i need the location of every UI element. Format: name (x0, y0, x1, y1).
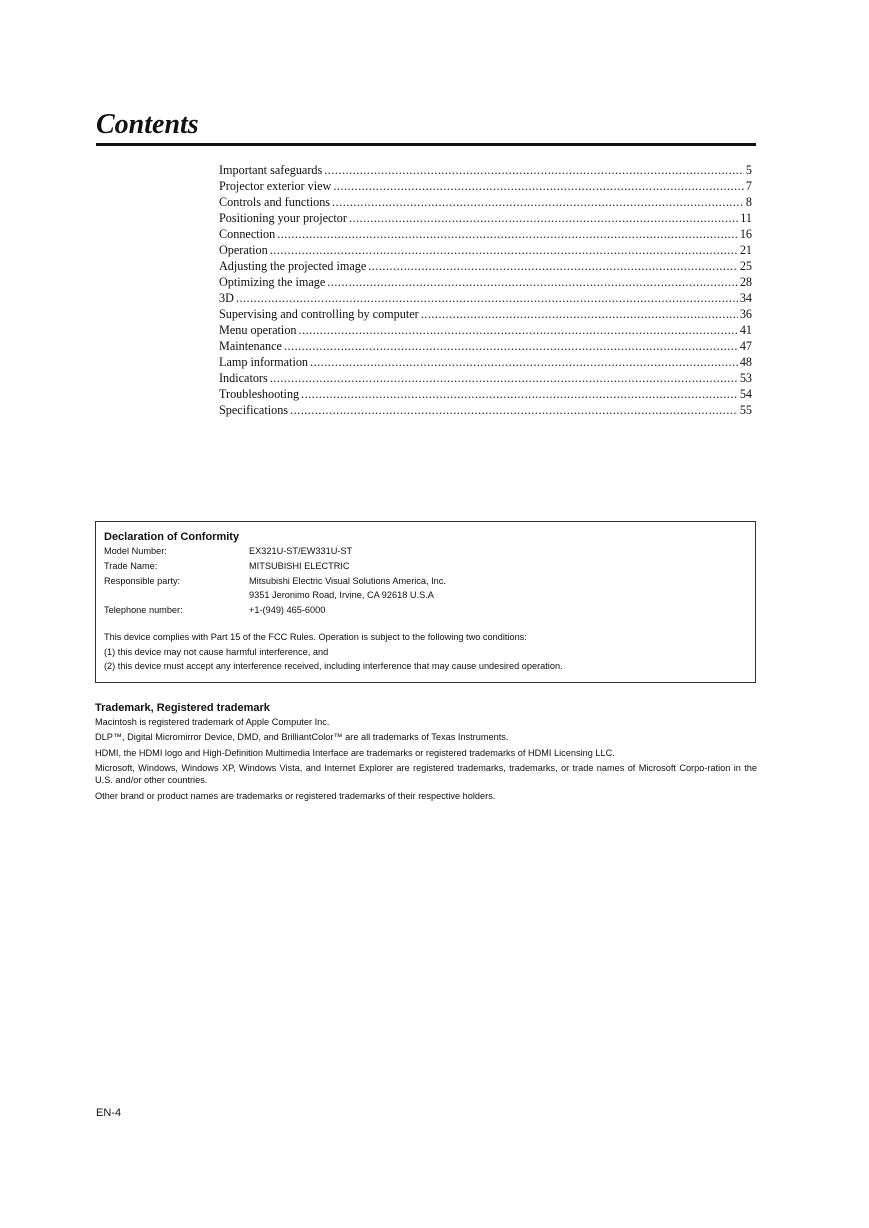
declaration-field-key: Telephone number: (104, 605, 183, 616)
toc-entry-page: 8 (745, 195, 752, 209)
toc-entry (219, 194, 752, 210)
toc-leader-dots (327, 274, 738, 290)
declaration-field (104, 544, 744, 559)
toc-entry-page: 21 (739, 243, 752, 257)
toc-entry-page: 55 (739, 403, 752, 417)
toc-leader-dots (270, 370, 738, 386)
toc-entry-page: 53 (739, 371, 752, 385)
trademark-line: Other brand or product names are trademarks or registered trademarks of their respective holders. (95, 790, 496, 801)
declaration-fields (104, 544, 744, 618)
page-title: Contents (96, 109, 199, 140)
toc-leader-dots (301, 386, 738, 402)
toc-entry-page: 16 (739, 227, 752, 241)
toc-entry (219, 386, 752, 402)
table-of-contents (219, 162, 752, 418)
declaration-field (104, 559, 744, 574)
toc-entry (219, 290, 752, 306)
toc-leader-dots (290, 402, 738, 418)
toc-entry (219, 210, 752, 226)
toc-leader-dots (349, 210, 738, 226)
toc-entry-label: Adjusting the projected image (219, 259, 367, 273)
toc-entry-page: 5 (745, 163, 752, 177)
declaration-field-key: Model Number: (104, 546, 167, 556)
toc-entry-page: 36 (739, 307, 752, 321)
toc-entry-label: Menu operation (219, 323, 297, 337)
toc-entry-label: Positioning your projector (219, 211, 347, 225)
declaration-field-value: +1-(949) 465-6000 (249, 605, 326, 616)
toc-entry-page: 11 (740, 211, 752, 225)
toc-leader-dots (236, 290, 738, 306)
declaration-field (104, 574, 744, 589)
toc-entry-label: Specifications (219, 403, 289, 417)
trademark-heading: Trademark, Registered trademark (95, 702, 270, 714)
title-divider (96, 143, 756, 146)
declaration-field-value: Mitsubishi Electric Visual Solutions America, Inc. (249, 575, 446, 586)
toc-entry-label: Connection (219, 227, 276, 241)
declaration-of-conformity-box (95, 521, 756, 683)
toc-entry-label: Operation (219, 243, 268, 257)
toc-entry-label: Important safeguards (219, 163, 323, 177)
trademark-line: Microsoft, Windows, Windows XP, Windows Vista, and Internet Explorer are registered trademarks, trademarks, or trade names of Microsoft Corpo-ration in the U.S. and/or other countries. (95, 762, 757, 786)
toc-entry-page: 48 (739, 355, 752, 369)
toc-entry (219, 274, 752, 290)
fcc-conditions (104, 630, 744, 674)
declaration-field (104, 603, 744, 618)
toc-entry (219, 162, 752, 178)
toc-leader-dots (333, 178, 744, 194)
declaration-heading: Declaration of Conformity (104, 531, 240, 543)
toc-entry-page: 34 (739, 291, 752, 305)
toc-entry (219, 322, 752, 338)
toc-leader-dots (324, 162, 744, 178)
trademark-line: Macintosh is registered trademark of Apple Computer Inc. (95, 717, 330, 727)
declaration-field-value: EX321U-ST/EW331U-ST (249, 546, 353, 556)
toc-entry-label: Controls and functions (219, 195, 331, 209)
toc-entry (219, 354, 752, 370)
toc-entry (219, 370, 752, 386)
toc-entry-label: Indicators (219, 371, 268, 385)
toc-entry-label: Maintenance (219, 339, 282, 353)
toc-leader-dots (277, 226, 738, 242)
declaration-field-value: MITSUBISHI ELECTRIC (249, 560, 350, 571)
page-number: EN-4 (96, 1107, 122, 1119)
toc-entry-page: 54 (739, 387, 752, 401)
toc-entry-page: 28 (739, 275, 752, 289)
declaration-field-key: Trade Name: (104, 560, 158, 571)
toc-entry (219, 226, 752, 242)
toc-entry-page: 41 (739, 323, 752, 337)
toc-leader-dots (421, 306, 738, 322)
toc-leader-dots (284, 338, 738, 354)
toc-entry (219, 306, 752, 322)
toc-leader-dots (299, 322, 738, 338)
trademark-section (95, 701, 757, 805)
toc-leader-dots (368, 258, 738, 274)
toc-entry-label: Lamp information (219, 355, 309, 369)
toc-entry-page: 47 (739, 339, 752, 353)
declaration-field (104, 588, 744, 603)
toc-entry (219, 258, 752, 274)
declaration-field-key: Responsible party: (104, 575, 181, 586)
fcc-condition-line: (1) this device may not cause harmful interference, and (104, 646, 329, 657)
trademark-line: HDMI, the HDMI logo and High-Definition Multimedia Interface are trademarks or registered trademarks of HDMI Licensing LLC. (95, 747, 615, 758)
toc-entry (219, 402, 752, 418)
toc-entry-label: Optimizing the image (219, 275, 326, 289)
toc-entry (219, 338, 752, 354)
declaration-field-value: 9351 Jeronimo Road, Irvine, CA 92618 U.S.A (249, 590, 434, 601)
fcc-condition-line: This device complies with Part 15 of the FCC Rules. Operation is subject to the following two conditions: (104, 632, 527, 642)
toc-entry-label: Troubleshooting (219, 387, 300, 401)
toc-entry-label: Supervising and controlling by computer (219, 307, 419, 321)
trademark-line: DLP™, Digital Micromirror Device, DMD, and BrilliantColor™ are all trademarks of Texas Instruments. (95, 732, 509, 743)
toc-leader-dots (332, 194, 744, 210)
toc-leader-dots (270, 242, 738, 258)
toc-entry (219, 242, 752, 258)
fcc-condition-line: (2) this device must accept any interference received, including interference that may cause undesired operation. (104, 661, 563, 672)
toc-entry-page: 7 (745, 179, 752, 193)
declaration-field-key (104, 588, 249, 603)
toc-entry (219, 178, 752, 194)
toc-entry-label: Projector exterior view (219, 179, 332, 193)
toc-leader-dots (310, 354, 738, 370)
toc-entry-page: 25 (739, 259, 752, 273)
toc-entry-label: 3D (219, 291, 234, 305)
